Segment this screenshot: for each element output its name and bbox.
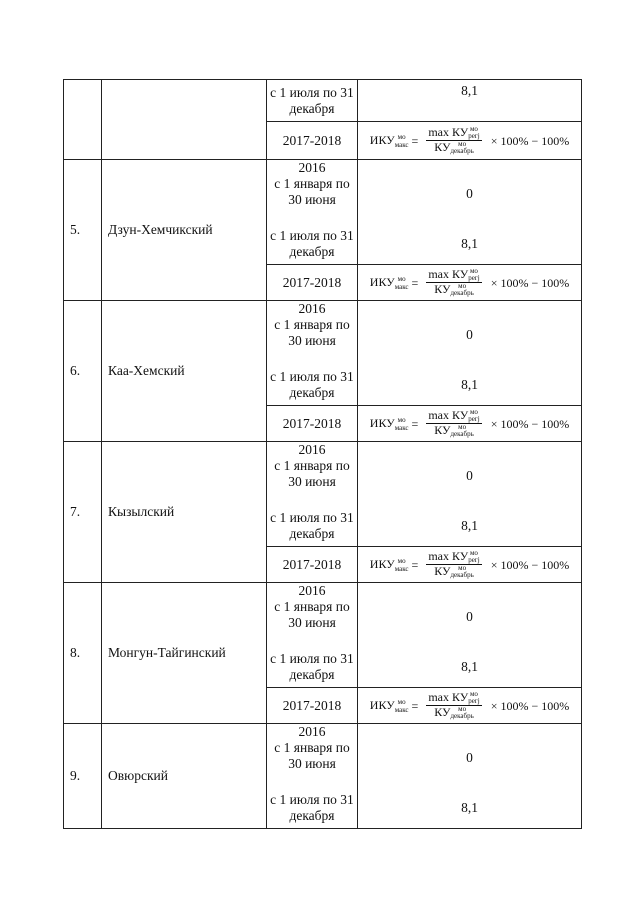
formula-den-main: КУ <box>434 282 451 296</box>
formula-equals: = <box>411 698 419 713</box>
district-name <box>102 80 267 160</box>
formula-num-main: max КУ <box>428 124 469 139</box>
district-name: Монгун-Тайгинский <box>102 583 267 724</box>
period-year: 2016 <box>298 724 326 739</box>
formula-fraction <box>426 268 481 298</box>
period-first-half: с 1 января по 30 июня <box>274 599 350 630</box>
formula-fraction <box>426 126 481 156</box>
tariff-table <box>63 79 582 829</box>
formula <box>358 550 581 580</box>
formula-den-main: КУ <box>434 564 451 578</box>
district-name: Овюрский <box>102 724 267 829</box>
formula-denominator <box>432 424 476 438</box>
period-year: 2016 <box>298 160 326 175</box>
formula-num-sub: регj <box>468 415 480 423</box>
row-number: 6. <box>64 301 102 442</box>
row-number: 7. <box>64 442 102 583</box>
formula-equals: = <box>411 557 419 572</box>
value-first-half: 0 <box>466 750 473 765</box>
period-second-half: с 1 июля по 31 декабря <box>270 792 354 823</box>
formula-tail: × 100% − 100% <box>490 133 570 148</box>
formula-cell <box>358 265 582 301</box>
formula-num-sup: мо <box>470 408 478 416</box>
formula-denominator <box>432 565 476 579</box>
formula-den-sub: декабрь <box>450 571 474 580</box>
formula-denominator <box>432 283 476 297</box>
formula-equals: = <box>411 133 419 148</box>
formula-lhs-sup: мо <box>397 698 406 707</box>
value-first-half: 0 <box>466 186 473 201</box>
formula-num-main: max КУ <box>428 407 469 422</box>
formula-num-main: max КУ <box>428 548 469 563</box>
years-cell: 2017-2018 <box>267 547 358 583</box>
formula-den-sub: декабрь <box>450 430 474 439</box>
formula-lhs-sub: макс <box>394 706 409 715</box>
table-row <box>64 583 582 688</box>
formula-fraction <box>426 409 481 439</box>
formula-den-main: КУ <box>434 423 451 437</box>
years-cell: 2017-2018 <box>267 688 358 724</box>
formula-fraction <box>426 691 481 721</box>
formula-numerator <box>426 550 481 565</box>
table-row <box>64 442 582 547</box>
formula-denominator <box>432 706 476 720</box>
value-first-half: 0 <box>466 609 473 624</box>
formula-den-sup: мо <box>458 705 467 714</box>
value-cell <box>358 160 582 265</box>
formula-numerator <box>426 409 481 424</box>
formula-num-sub: регj <box>468 274 480 282</box>
row-number <box>64 80 102 160</box>
formula-lhs-main: ИКУ <box>369 697 395 712</box>
formula-lhs-sup: мо <box>397 133 406 142</box>
formula-num-sup: мо <box>470 267 478 275</box>
formula-lhs-main: ИКУ <box>369 132 395 147</box>
period-cell <box>267 301 358 406</box>
period-year: 2016 <box>298 583 326 598</box>
formula-num-sup: мо <box>470 549 478 557</box>
years-cell: 2017-2018 <box>267 265 358 301</box>
formula-num-main: max КУ <box>428 266 469 281</box>
formula-numerator <box>426 691 481 706</box>
formula-lhs-sup: мо <box>397 275 406 284</box>
formula-equals: = <box>411 416 419 431</box>
row-number: 8. <box>64 583 102 724</box>
period-cell: с 1 июля по 31 декабря <box>267 80 358 122</box>
formula-den-sup: мо <box>458 564 467 573</box>
formula-num-sub: регj <box>468 556 480 564</box>
formula-denominator <box>432 141 476 155</box>
formula-lhs-sub: макс <box>394 283 409 292</box>
formula-tail: × 100% − 100% <box>490 416 570 431</box>
formula-fraction <box>426 550 481 580</box>
period-second-half: с 1 июля по 31 декабря <box>270 228 354 259</box>
table-row <box>64 301 582 406</box>
years-cell: 2017-2018 <box>267 406 358 442</box>
formula-lhs-sup: мо <box>397 557 406 566</box>
formula-lhs-main: ИКУ <box>369 274 395 289</box>
formula-den-sub: декабрь <box>450 289 474 298</box>
formula-den-main: КУ <box>434 705 451 719</box>
years-cell: 2017-2018 <box>267 122 358 160</box>
formula-lhs-sub: макс <box>394 141 409 150</box>
formula-den-sub: декабрь <box>450 712 474 721</box>
formula-num-sup: мо <box>470 125 478 133</box>
period-second-half: с 1 июля по 31 декабря <box>270 369 354 400</box>
district-name: Кызылский <box>102 442 267 583</box>
formula-lhs-sup: мо <box>397 416 406 425</box>
row-number: 5. <box>64 160 102 301</box>
period-year: 2016 <box>298 301 326 316</box>
formula-lhs <box>370 556 409 573</box>
value-second-half: 8,1 <box>461 518 478 533</box>
period-first-half: с 1 января по 30 июня <box>274 317 350 348</box>
formula-den-sup: мо <box>458 140 467 149</box>
formula <box>358 409 581 439</box>
value-second-half: 8,1 <box>461 800 478 815</box>
formula-tail: × 100% − 100% <box>490 275 570 290</box>
period-cell <box>267 160 358 265</box>
district-name: Дзун-Хемчикский <box>102 160 267 301</box>
period-first-half: с 1 января по 30 июня <box>274 176 350 207</box>
formula-lhs <box>370 274 409 291</box>
formula-equals: = <box>411 275 419 290</box>
formula-tail: × 100% − 100% <box>490 698 570 713</box>
formula-cell <box>358 122 582 160</box>
formula <box>358 268 581 298</box>
value-first-half: 0 <box>466 468 473 483</box>
formula <box>358 691 581 721</box>
value-second-half: 8,1 <box>461 236 478 251</box>
period-first-half: с 1 января по 30 июня <box>274 740 350 771</box>
formula-lhs-main: ИКУ <box>369 556 395 571</box>
value-cell <box>358 301 582 406</box>
formula-den-sub: декабрь <box>450 147 474 156</box>
formula-num-main: max КУ <box>428 689 469 704</box>
formula-cell <box>358 547 582 583</box>
formula-num-sup: мо <box>470 690 478 698</box>
period-second-half: с 1 июля по 31 декабря <box>270 510 354 541</box>
formula-cell <box>358 688 582 724</box>
formula-cell <box>358 406 582 442</box>
formula-lhs-sub: макс <box>394 424 409 433</box>
formula-lhs <box>370 697 409 714</box>
table-row <box>64 80 582 122</box>
period-cell <box>267 442 358 547</box>
formula-tail: × 100% − 100% <box>490 557 570 572</box>
formula-numerator <box>426 268 481 283</box>
period-second-half: с 1 июля по 31 декабря <box>270 651 354 682</box>
period-cell <box>267 724 358 829</box>
formula-numerator <box>426 126 481 141</box>
formula-num-sub: регj <box>468 132 480 140</box>
table-row <box>64 724 582 829</box>
value-cell <box>358 80 582 122</box>
value-cell <box>358 583 582 688</box>
period-first-half: с 1 января по 30 июня <box>274 458 350 489</box>
value-first-half: 0 <box>466 327 473 342</box>
value-second-half: 8,1 <box>461 377 478 392</box>
district-name: Каа-Хемский <box>102 301 267 442</box>
formula-lhs-sub: макс <box>394 565 409 574</box>
formula-den-sup: мо <box>458 282 467 291</box>
period-cell <box>267 583 358 688</box>
value-text: 8,1 <box>461 83 478 98</box>
formula-lhs-main: ИКУ <box>369 415 395 430</box>
formula-den-sup: мо <box>458 423 467 432</box>
value-cell <box>358 442 582 547</box>
row-number: 9. <box>64 724 102 829</box>
formula-lhs <box>370 132 409 149</box>
formula-num-sub: регj <box>468 697 480 705</box>
value-second-half: 8,1 <box>461 659 478 674</box>
formula-den-main: КУ <box>434 140 451 154</box>
value-cell <box>358 724 582 829</box>
period-year: 2016 <box>298 442 326 457</box>
table-row <box>64 160 582 265</box>
formula-lhs <box>370 415 409 432</box>
formula <box>358 126 581 156</box>
